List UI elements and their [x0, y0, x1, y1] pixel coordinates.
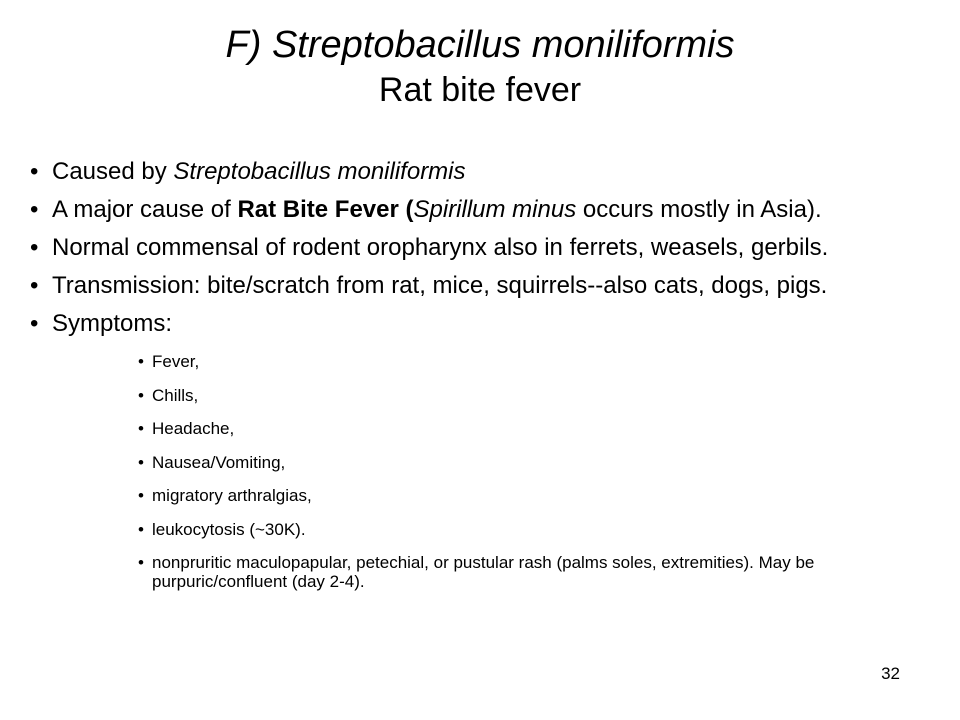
bullet-list — [30, 158, 910, 606]
bullet-commensal: • Normal commensal of rodent oropharynx also in ferrets, weasels, gerbils. — [30, 234, 910, 261]
symptom-item: • Fever, — [138, 352, 910, 371]
page-number: 32 — [881, 664, 900, 683]
bullet-major-cause — [30, 196, 910, 223]
caused-by-prefix: Caused by — [52, 158, 174, 185]
bullet-transmission: • Transmission: bite/scratch from rat, mice, squirrels--also cats, dogs, pigs. — [30, 272, 910, 299]
symptom-item: • Chills, — [138, 386, 910, 405]
major-cause-prefix: A major cause of — [52, 196, 238, 223]
slide-title — [40, 22, 920, 112]
symptom-item: • Headache, — [138, 419, 910, 438]
caused-by-organism: Streptobacillus moniliformis — [173, 158, 466, 185]
symptoms-label: Symptoms: — [52, 310, 173, 337]
bullet-symptoms — [30, 310, 910, 591]
symptom-item: • migratory arthralgias, — [138, 486, 910, 505]
symptom-item: • Nausea/Vomiting, — [138, 453, 910, 472]
symptom-item: • nonpruritic maculopapular, petechial, or pustular rash (palms soles, extremities). May be purpuric/confluent (day 2-4). — [138, 553, 910, 591]
major-cause-organism: Spirillum minus — [413, 196, 577, 223]
bullet-caused-by — [30, 158, 910, 185]
title-disease: Rat bite fever — [378, 71, 582, 109]
title-organism: F) Streptobacillus moniliformis — [225, 24, 735, 66]
symptom-list — [52, 352, 910, 591]
major-cause-suffix: occurs mostly in Asia). — [576, 196, 822, 223]
symptom-item: • leukocytosis (~30K). — [138, 520, 910, 539]
major-cause-disease: Rat Bite Fever ( — [237, 196, 414, 223]
